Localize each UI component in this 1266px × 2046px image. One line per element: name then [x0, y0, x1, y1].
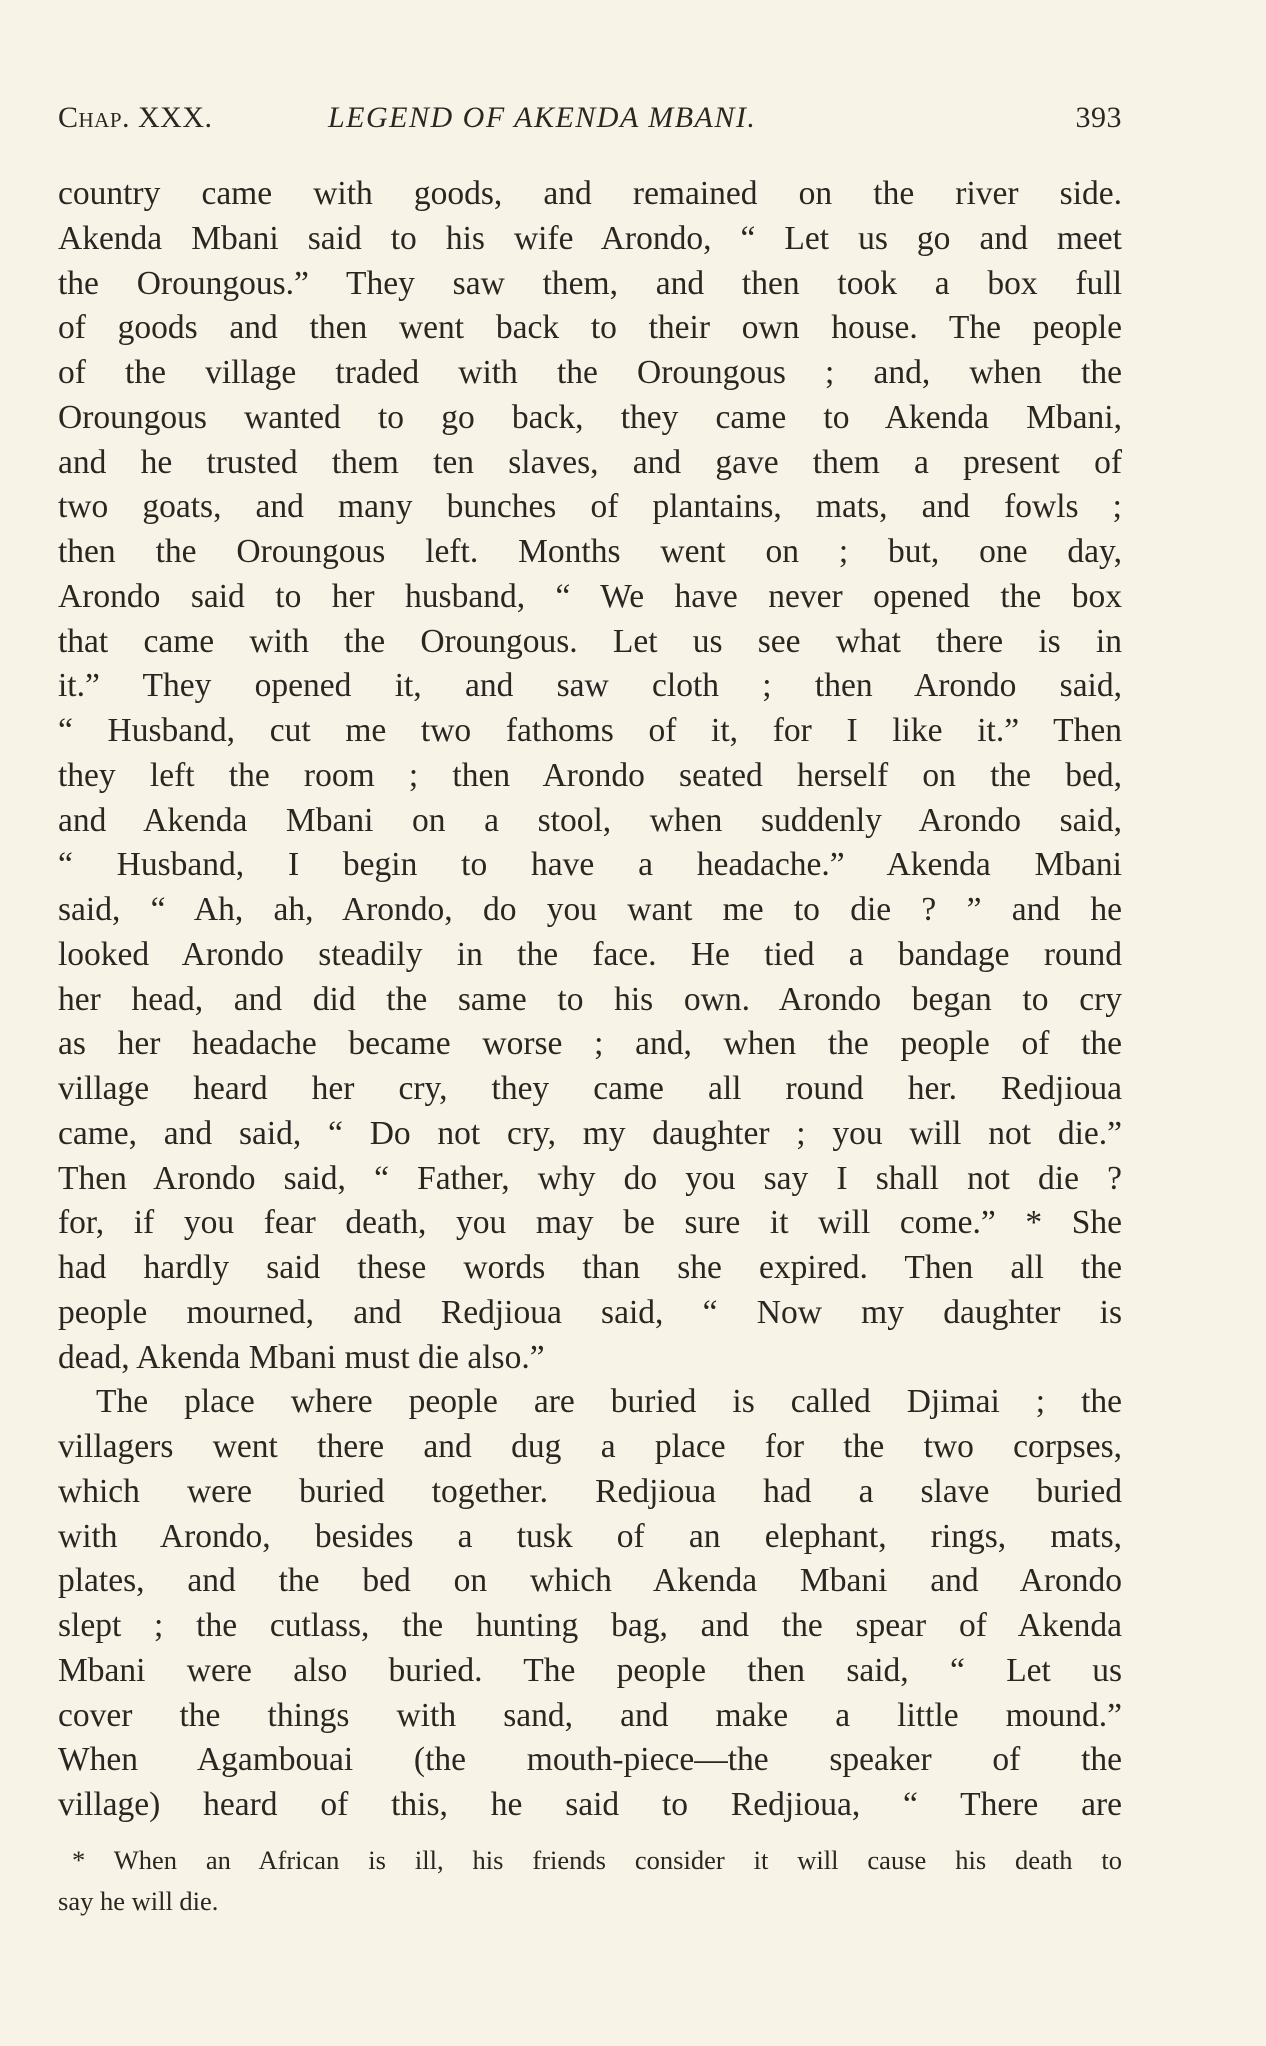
body-line: said, “ Ah, ah, Arondo, do you want me to die ? ” and he [58, 891, 1122, 928]
body-line: cover the things with sand, and make a little mound.” [58, 1696, 1122, 1734]
body-line: The place where people are buried is called Djimai ; the [96, 1383, 1122, 1421]
page-number: 393 [1075, 101, 1122, 134]
body-line: and Akenda Mbani on a stool, when suddenly Arondo said, [58, 801, 1122, 839]
running-title: LEGEND OF AKENDA MBANI. [328, 101, 757, 134]
body-line: then the Oroungous left. Months went on ; but, one day, [58, 533, 1122, 570]
body-line: Mbani were also buried. The people then said, “ Let us [58, 1651, 1122, 1689]
body-line: with Arondo, besides a tusk of an elephant, rings, mats, [58, 1517, 1122, 1555]
book-page [58, 96, 1122, 1922]
body-line: village heard her cry, they came all round her. Redjioua [58, 1070, 1122, 1107]
body-line: they left the room ; then Arondo seated herself on the bed, [58, 756, 1122, 794]
body-line: When Agambouai (the mouth-piece—the speaker of the [58, 1741, 1122, 1779]
body-line: plates, and the bed on which Akenda Mbani and Arondo [58, 1562, 1122, 1600]
body-line: of goods and then went back to their own house. The people [58, 309, 1122, 347]
body-line: which were buried together. Redjioua had a slave buried [58, 1472, 1122, 1510]
body-line: Akenda Mbani said to his wife Arondo, “ Let us go and meet [58, 219, 1122, 257]
body-line: Then Arondo said, “ Father, why do you say I shall not die ? [58, 1159, 1122, 1197]
running-header [58, 96, 1122, 140]
body-line: people mourned, and Redjioua said, “ Now my daughter is [58, 1293, 1122, 1331]
body-line: had hardly said these words than she expired. Then all the [58, 1249, 1122, 1286]
body-line: of the village traded with the Oroungous ; and, when the [58, 354, 1122, 391]
body-line: Arondo said to her husband, “ We have never opened the box [58, 577, 1122, 615]
body-line: slept ; the cutlass, the hunting bag, and the spear of Akenda [58, 1607, 1122, 1644]
body-line: came, and said, “ Do not cry, my daughter ; you will not die.” [58, 1114, 1122, 1152]
body-line: the Oroungous.” They saw them, and then took a box full [58, 264, 1122, 302]
body-line: as her headache became worse ; and, when the people of the [58, 1025, 1122, 1063]
body-line: it.” They opened it, and saw cloth ; then Arondo said, [58, 667, 1122, 705]
body-line: her head, and did the same to his own. Arondo began to cry [58, 980, 1122, 1018]
body-line: “ Husband, I begin to have a headache.” Akenda Mbani [58, 846, 1122, 884]
body-line: two goats, and many bunches of plantains, mats, and fowls ; [58, 488, 1122, 526]
body-line: for, if you fear death, you may be sure it will come.” * She [58, 1204, 1122, 1242]
body-text [58, 172, 1122, 1828]
body-line: that came with the Oroungous. Let us see what there is in [58, 622, 1122, 660]
footnote [58, 1840, 1122, 1922]
body-line: villagers went there and dug a place for the two corpses, [58, 1428, 1122, 1465]
body-line: and he trusted them ten slaves, and gave them a present of [58, 443, 1122, 481]
body-line: “ Husband, cut me two fathoms of it, for I like it.” Then [58, 712, 1122, 749]
body-line: country came with goods, and remained on the river side. [58, 175, 1122, 212]
body-line: dead, Akenda Mbani must die also.” [58, 1338, 545, 1376]
body-line: looked Arondo steadily in the face. He tied a bandage round [58, 935, 1122, 973]
body-line: Oroungous wanted to go back, they came to Akenda Mbani, [58, 398, 1122, 436]
chapter-label: Chap. XXX. [58, 101, 213, 134]
footnote-line: * When an African is ill, his friends consider it will cause his death to [72, 1844, 1122, 1875]
body-line: village) heard of this, he said to Redjioua, “ There are [58, 1786, 1122, 1823]
footnote-line: say he will die. [58, 1885, 219, 1916]
